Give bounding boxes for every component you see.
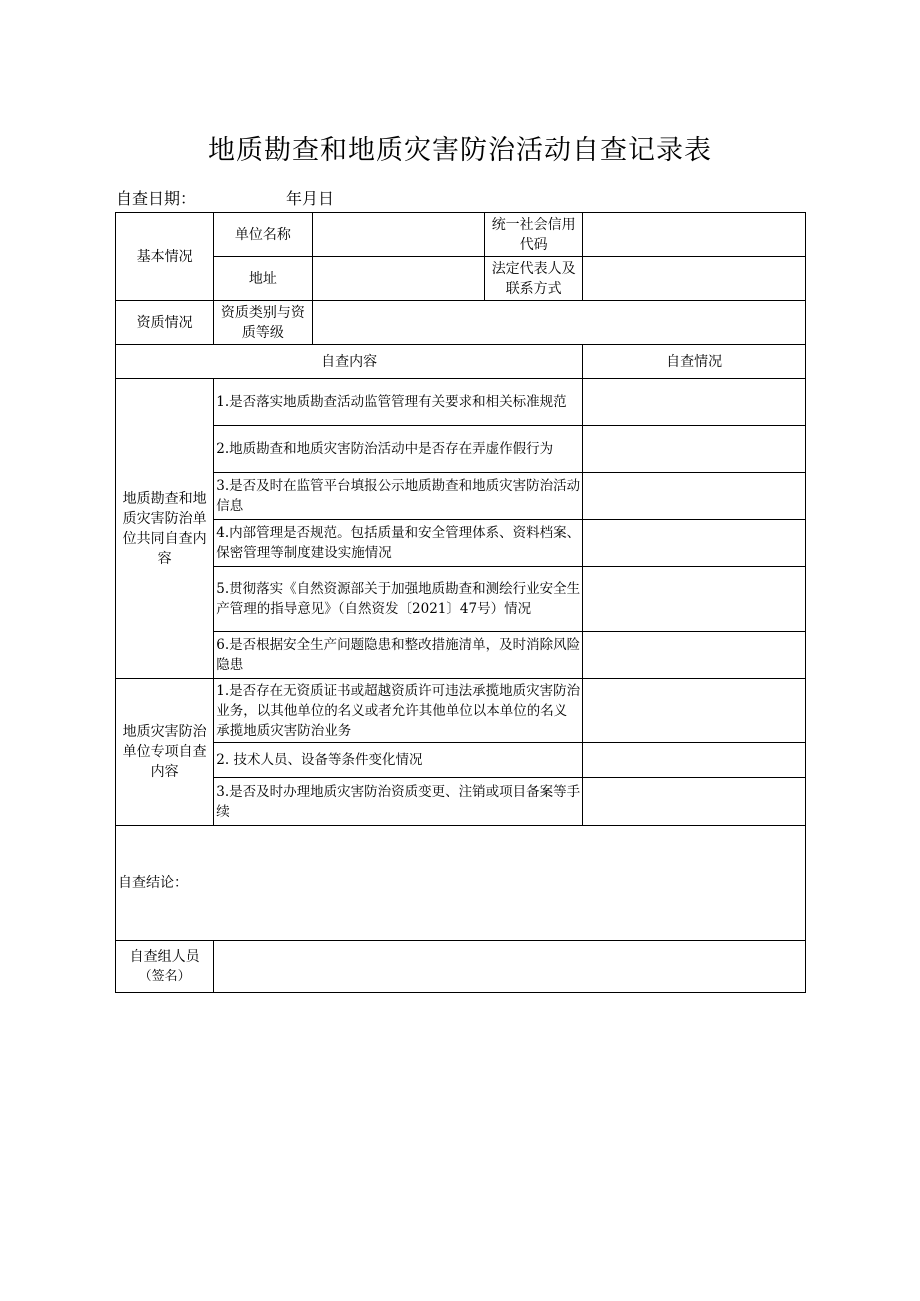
- common-item: 6.是否根据安全生产问题隐患和整改措施清单，及时消除风险隐患: [214, 632, 583, 679]
- status-field[interactable]: [583, 743, 806, 778]
- unit-name-field[interactable]: [312, 213, 484, 257]
- status-field[interactable]: [583, 679, 806, 743]
- special-item-row: [116, 679, 806, 743]
- conclusion-row: [116, 826, 806, 941]
- common-item: 3.是否及时在监管平台填报公示地质勘查和地质灾害防治活动信息: [214, 473, 583, 520]
- content-header-row: [116, 345, 806, 379]
- common-item: 2.地质勘查和地质灾害防治活动中是否存在弄虚作假行为: [214, 426, 583, 473]
- signature-label: 自查组人员: [129, 948, 200, 965]
- conclusion-label: 自查结论：: [118, 875, 188, 891]
- conclusion-field[interactable]: [116, 826, 806, 941]
- common-item: 1.是否落实地质勘查活动监管管理有关要求和相关标准规范: [214, 379, 583, 426]
- common-item-row: [116, 426, 806, 473]
- special-item-row: [116, 778, 806, 826]
- status-field[interactable]: [583, 778, 806, 826]
- status-field[interactable]: [583, 473, 806, 520]
- status-field[interactable]: [583, 632, 806, 679]
- special-item: 1.是否存在无资质证书或超越资质许可违法承揽地质灾害防治业务，以其他单位的名义或者允许其他单位以本单位的名义承揽地质灾害防治业务: [214, 679, 583, 743]
- common-item-row: [116, 379, 806, 426]
- status-header: 自查情况: [583, 345, 806, 379]
- unit-name-label: 单位名称: [214, 213, 312, 257]
- address-field[interactable]: [312, 257, 484, 301]
- address-label: 地址: [214, 257, 312, 301]
- date-label: 自查日期：: [116, 189, 197, 208]
- qualification-category-label: 资质类别与资质等级: [214, 301, 312, 345]
- special-item-row: [116, 743, 806, 778]
- special-group-label: 地质灾害防治单位专项自查内容: [116, 679, 214, 826]
- page-title: 地质勘查和地质灾害防治活动自查记录表: [208, 135, 712, 166]
- status-field[interactable]: [583, 379, 806, 426]
- signature-row: [116, 941, 806, 993]
- basic-row-2: [116, 257, 806, 301]
- signature-field[interactable]: [214, 941, 806, 993]
- credit-code-label: 统一社会信用代码: [485, 213, 583, 257]
- qualification-row: [116, 301, 806, 345]
- status-field[interactable]: [583, 426, 806, 473]
- self-check-date: [116, 186, 334, 209]
- signature-sublabel: （签名）: [138, 968, 191, 984]
- content-header: 自查内容: [116, 345, 583, 379]
- date-value[interactable]: 年月日: [286, 189, 335, 208]
- common-item: 5.贯彻落实《自然资源部关于加强地质勘查和测绘行业安全生产管理的指导意见》（自然资发〔2021〕47号）情况: [214, 567, 583, 632]
- qualification-label: 资质情况: [116, 301, 214, 345]
- special-item: 2. 技术人员、设备等条件变化情况: [214, 743, 583, 778]
- qualification-field[interactable]: [312, 301, 805, 345]
- common-item-row: [116, 473, 806, 520]
- basic-row-1: [116, 213, 806, 257]
- special-item: 3.是否及时办理地质灾害防治资质变更、注销或项目备案等手续: [214, 778, 583, 826]
- common-item-row: [116, 632, 806, 679]
- common-item: 4.内部管理是否规范。包括质量和安全管理体系、资料档案、保密管理等制度建设实施情况: [214, 520, 583, 567]
- legal-rep-field[interactable]: [583, 257, 806, 301]
- common-item-row: [116, 567, 806, 632]
- common-group-label: 地质勘查和地质灾害防治单位共同自查内容: [116, 379, 214, 679]
- common-item-row: [116, 520, 806, 567]
- legal-rep-label: 法定代表人及联系方式: [485, 257, 583, 301]
- basic-info-label: 基本情况: [116, 213, 214, 301]
- signature-label-cell: [116, 941, 214, 993]
- credit-code-field[interactable]: [583, 213, 806, 257]
- self-check-form: [115, 212, 806, 993]
- status-field[interactable]: [583, 520, 806, 567]
- status-field[interactable]: [583, 567, 806, 632]
